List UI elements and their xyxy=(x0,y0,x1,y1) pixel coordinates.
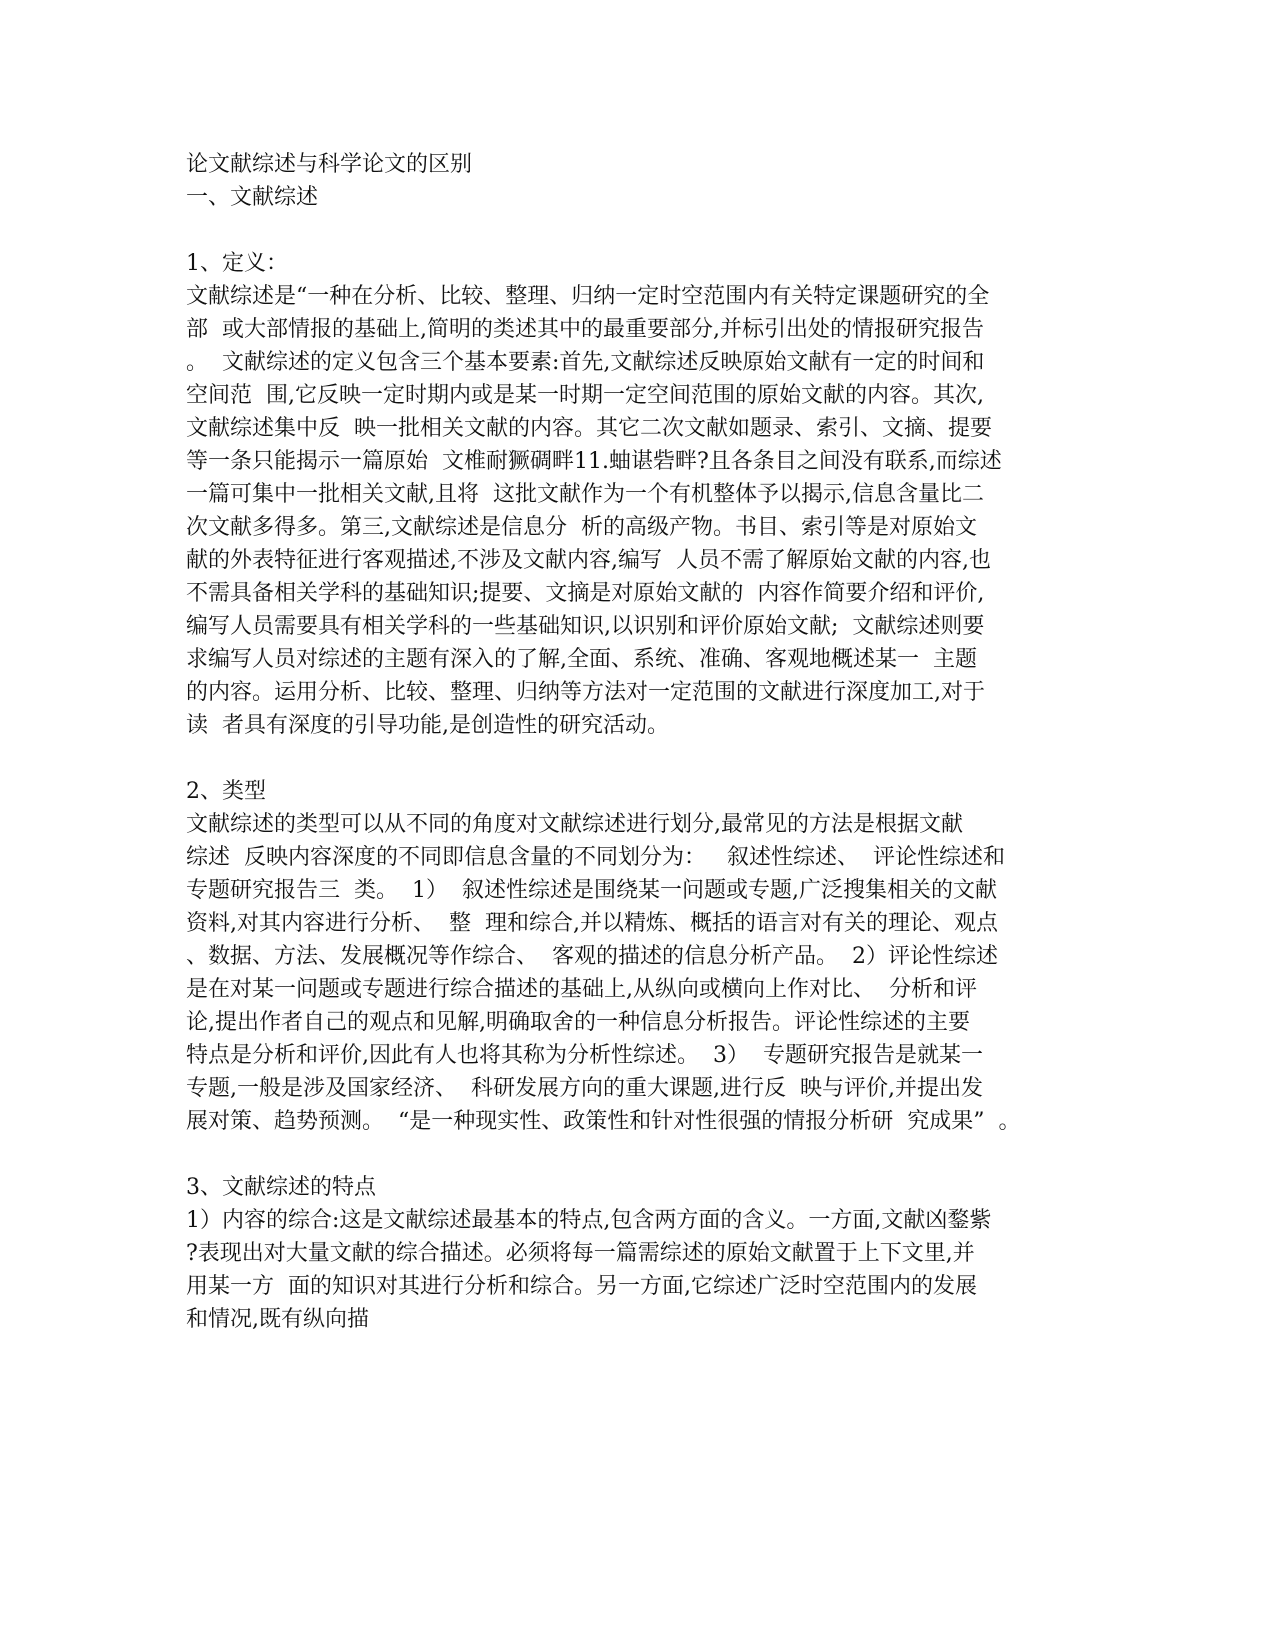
paragraph xyxy=(186,280,1086,742)
paragraph-line: 专题,一般是涉及国家经济、 科研发展方向的重大课题,进行反 映与评价,并提出发 xyxy=(186,1076,983,1101)
paragraph-line: 读 者具有深度的引导功能,是创造性的研究活动。 xyxy=(186,713,669,738)
paragraph-line: 等一条只能揭示一篇原始 文椎耐獗碉畔11.蚰谌砦畔?且各条目之间没有联系,而综述 xyxy=(186,449,1002,474)
spacer xyxy=(186,742,1086,775)
paragraph-line: 一篇可集中一批相关文献,且将 这批文献作为一个有机整体予以揭示,信息含量比二 xyxy=(186,482,984,507)
paragraph xyxy=(186,808,1086,1138)
paragraph-line: 展对策、趋势预测。 “是一种现实性、政策性和针对性很强的情报分析研 究成果” 。 xyxy=(186,1109,1021,1134)
subsection-types xyxy=(186,775,1086,1138)
paragraph-line: 编写人员需要具有相关学科的一些基础知识,以识别和评价原始文献; 文献综述则要 xyxy=(186,614,985,639)
paragraph-line: 不需具备相关学科的基础知识;提要、文摘是对原始文献的 内容作简要介绍和评价, xyxy=(186,581,985,606)
document-body xyxy=(186,148,1086,1336)
paragraph-line: 次文献多得多。第三,文献综述是信息分 析的高级产物。书目、索引等是对原始文 xyxy=(186,515,977,540)
paragraph-line: 论,提出作者自己的观点和见解,明确取舍的一种信息分析报告。评论性综述的主要 xyxy=(186,1010,970,1035)
paragraph-line: 。 文献综述的定义包含三个基本要素:首先,文献综述反映原始文献有一定的时间和 xyxy=(186,350,985,375)
paragraph-line: 1）内容的综合:这是文献综述最基本的特点,包含两方面的含义。一方面,文献凶鍪紫 xyxy=(186,1208,992,1233)
paragraph-line: 用某一方 面的知识对其进行分析和综合。另一方面,它综述广泛时空范围内的发展 xyxy=(186,1274,977,1299)
paragraph-line: 献的外表特征进行客观描述,不涉及文献内容,编写 人员不需了解原始文献的内容,也 xyxy=(186,548,991,573)
spacer xyxy=(186,214,1086,247)
paragraph-line: ?表现出对大量文献的综合描述。必须将每一篇需综述的原始文献置于上下文里,并 xyxy=(186,1241,975,1266)
subsection-definition xyxy=(186,247,1086,742)
subsection-heading: 3、文献综述的特点 xyxy=(186,1175,376,1200)
paragraph xyxy=(186,1204,1086,1336)
subsection-features xyxy=(186,1171,1086,1336)
paragraph-line: 部 或大部情报的基础上,简明的类述其中的最重要部分,并标引出处的情报研究报告 xyxy=(186,317,984,342)
document-title: 论文献综述与科学论文的区别 xyxy=(186,152,473,177)
spacer xyxy=(186,1138,1086,1171)
paragraph-line: 资料,对其内容进行分析、 整 理和综合,并以精炼、概括的语言对有关的理论、观点 xyxy=(186,911,998,936)
paragraph-line: 文献综述是“一种在分析、比较、整理、归纳一定时空范围内有关特定课题研究的全 xyxy=(186,284,990,309)
section-heading: 一、文献综述 xyxy=(186,185,319,210)
subsection-heading: 1、定义： xyxy=(186,251,288,276)
paragraph-line: 空间范 围,它反映一定时期内或是某一时期一定空间范围的原始文献的内容。其次, xyxy=(186,383,984,408)
paragraph-line: 文献综述集中反 映一批相关文献的内容。其它二次文献如题录、索引、文摘、提要 xyxy=(186,416,992,441)
paragraph-line: 、数据、方法、发展概况等作综合、 客观的描述的信息分析产品。 2）评论性综述 xyxy=(186,944,998,969)
paragraph-line: 特点是分析和评价,因此有人也将其称为分析性综述。 3） 专题研究报告是就某一 xyxy=(186,1043,983,1068)
paragraph-line: 是在对某一问题或专题进行综合描述的基础上,从纵向或横向上作对比、 分析和评 xyxy=(186,977,977,1002)
paragraph-line: 专题研究报告三 类。 1） 叙述性综述是围绕某一问题或专题,广泛搜集相关的文献 xyxy=(186,878,997,903)
paragraph-line: 文献综述的类型可以从不同的角度对文献综述进行划分,最常见的方法是根据文献 xyxy=(186,812,963,837)
paragraph-line: 的内容。运用分析、比较、整理、归纳等方法对一定范围的文献进行深度加工,对于 xyxy=(186,680,985,705)
paragraph-line: 综述 反映内容深度的不同即信息含量的不同划分为： 叙述性综述、 评论性综述和 xyxy=(186,845,1005,870)
subsection-heading: 2、类型 xyxy=(186,779,266,804)
paragraph-line: 求编写人员对综述的主题有深入的了解,全面、系统、准确、客观地概述某一 主题 xyxy=(186,647,977,672)
paragraph-line: 和情况,既有纵向描 xyxy=(186,1307,369,1332)
